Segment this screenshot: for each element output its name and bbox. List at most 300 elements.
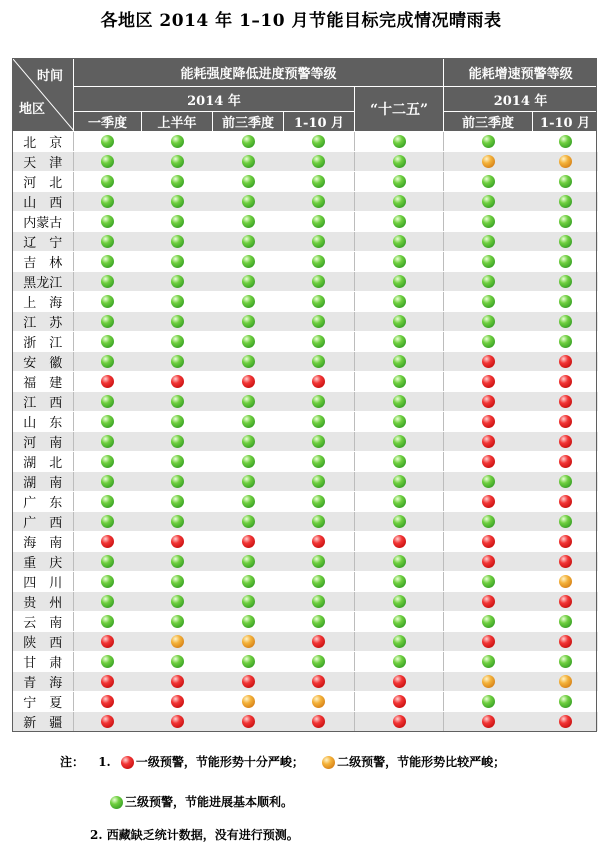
- table-row: [13, 412, 598, 432]
- green-dot-icon: [171, 295, 184, 308]
- status-cell: [142, 372, 213, 392]
- table-row: [13, 392, 598, 412]
- status-cell: [213, 672, 284, 692]
- status-cell: [74, 432, 142, 452]
- red-dot-icon: [559, 715, 572, 728]
- status-cell: [213, 152, 284, 172]
- green-dot-icon: [242, 175, 255, 188]
- status-cell: [355, 412, 444, 432]
- status-cell: [284, 372, 355, 392]
- status-cell: [142, 472, 213, 492]
- status-cell: [142, 312, 213, 332]
- table-body: [13, 132, 598, 732]
- status-cell: [284, 412, 355, 432]
- status-cell: [142, 192, 213, 212]
- status-cell: [74, 372, 142, 392]
- status-cell: [533, 312, 598, 332]
- status-cell: [74, 712, 142, 732]
- green-dot-icon: [393, 275, 406, 288]
- status-cell: [355, 552, 444, 572]
- red-dot-icon: [393, 695, 406, 708]
- green-dot-icon: [393, 355, 406, 368]
- status-cell: [74, 172, 142, 192]
- orange-dot-icon: [242, 695, 255, 708]
- col-header-growth-q3: 前三季度: [444, 112, 533, 132]
- status-cell: [213, 352, 284, 372]
- table-row: [13, 312, 598, 332]
- red-dot-icon: [312, 635, 325, 648]
- green-dot-icon: [559, 295, 572, 308]
- status-cell: [444, 712, 533, 732]
- status-cell: [213, 712, 284, 732]
- status-cell: [213, 332, 284, 352]
- status-cell: [533, 152, 598, 172]
- year-header-intensity: 2014 年: [74, 87, 355, 112]
- green-dot-icon: [242, 135, 255, 148]
- green-dot-icon: [171, 315, 184, 328]
- green-dot-icon: [312, 495, 325, 508]
- green-dot-icon: [393, 655, 406, 668]
- corner-time-label: 时间: [36, 69, 63, 84]
- red-dot-icon: [242, 675, 255, 688]
- region-cell: 福 建: [13, 372, 74, 392]
- green-dot-icon: [312, 235, 325, 248]
- status-cell: [355, 532, 444, 552]
- table-row: [13, 572, 598, 592]
- region-cell: 青 海: [13, 672, 74, 692]
- status-cell: [142, 152, 213, 172]
- status-cell: [284, 132, 355, 152]
- green-dot-icon: [393, 455, 406, 468]
- region-cell: 内蒙古: [13, 212, 74, 232]
- red-dot-icon: [559, 635, 572, 648]
- five-year-header: “十二五”: [355, 87, 444, 132]
- green-dot-icon: [242, 415, 255, 428]
- year-header-growth: 2014 年: [444, 87, 598, 112]
- status-cell: [142, 432, 213, 452]
- table-row: [13, 612, 598, 632]
- green-dot-icon: [393, 335, 406, 348]
- status-cell: [213, 532, 284, 552]
- status-cell: [444, 192, 533, 212]
- status-cell: [533, 652, 598, 672]
- region-cell: 江 西: [13, 392, 74, 412]
- status-cell: [213, 512, 284, 532]
- status-cell: [533, 252, 598, 272]
- status-cell: [74, 332, 142, 352]
- green-dot-icon: [312, 135, 325, 148]
- status-cell: [74, 452, 142, 472]
- table-row: [13, 252, 598, 272]
- green-dot-icon: [393, 515, 406, 528]
- green-dot-icon: [101, 495, 114, 508]
- green-dot-icon: [312, 295, 325, 308]
- col-header-h1: 上半年: [142, 112, 213, 132]
- status-cell: [355, 332, 444, 352]
- green-dot-icon: [242, 155, 255, 168]
- green-dot-icon: [393, 195, 406, 208]
- orange-dot-icon: [559, 675, 572, 688]
- red-dot-icon: [482, 715, 495, 728]
- green-dot-icon: [482, 655, 495, 668]
- status-cell: [284, 532, 355, 552]
- table-row: [13, 652, 598, 672]
- status-cell: [213, 492, 284, 512]
- status-cell: [284, 592, 355, 612]
- status-cell: [74, 232, 142, 252]
- status-cell: [533, 492, 598, 512]
- status-cell: [142, 252, 213, 272]
- table-row: [13, 692, 598, 712]
- status-cell: [533, 572, 598, 592]
- green-dot-icon: [393, 175, 406, 188]
- region-cell: 浙 江: [13, 332, 74, 352]
- status-cell: [142, 692, 213, 712]
- status-cell: [533, 332, 598, 352]
- table-row: [13, 332, 598, 352]
- green-dot-icon: [242, 275, 255, 288]
- green-dot-icon: [559, 315, 572, 328]
- red-dot-icon: [101, 375, 114, 388]
- red-dot-icon: [482, 555, 495, 568]
- status-cell: [533, 672, 598, 692]
- green-dot-icon: [312, 475, 325, 488]
- status-cell: [284, 292, 355, 312]
- green-dot-icon: [482, 315, 495, 328]
- status-cell: [142, 492, 213, 512]
- green-dot-icon: [482, 335, 495, 348]
- green-dot-icon: [242, 455, 255, 468]
- table-row: [13, 492, 598, 512]
- status-cell: [444, 132, 533, 152]
- orange-dot-icon: [559, 155, 572, 168]
- green-dot-icon: [559, 615, 572, 628]
- region-cell: 新 疆: [13, 712, 74, 732]
- red-dot-icon: [312, 715, 325, 728]
- status-cell: [355, 212, 444, 232]
- status-cell: [533, 392, 598, 412]
- status-cell: [74, 492, 142, 512]
- green-dot-icon: [559, 335, 572, 348]
- green-dot-icon: [393, 635, 406, 648]
- region-cell: 山 西: [13, 192, 74, 212]
- status-cell: [355, 492, 444, 512]
- table-row: [13, 192, 598, 212]
- status-cell: [533, 552, 598, 572]
- status-cell: [444, 472, 533, 492]
- red-dot-icon: [482, 635, 495, 648]
- red-dot-icon: [101, 635, 114, 648]
- status-cell: [533, 532, 598, 552]
- status-cell: [444, 672, 533, 692]
- red-dot-icon: [482, 535, 495, 548]
- legend-level1-text: 一级预警，节能形势十分严峻；: [135, 755, 304, 769]
- status-cell: [284, 492, 355, 512]
- status-cell: [444, 312, 533, 332]
- status-cell: [284, 572, 355, 592]
- green-dot-icon: [101, 595, 114, 608]
- status-cell: [213, 592, 284, 612]
- red-dot-icon: [393, 535, 406, 548]
- green-dot-icon: [101, 555, 114, 568]
- red-dot-icon: [171, 715, 184, 728]
- green-dot-icon: [559, 255, 572, 268]
- status-cell: [142, 412, 213, 432]
- status-cell: [284, 632, 355, 652]
- status-cell: [444, 512, 533, 532]
- status-cell: [213, 612, 284, 632]
- table-row: [13, 552, 598, 572]
- status-cell: [284, 512, 355, 532]
- status-cell: [355, 472, 444, 492]
- status-cell: [213, 472, 284, 492]
- green-dot-icon: [393, 595, 406, 608]
- status-cell: [444, 592, 533, 612]
- green-dot-icon: [393, 495, 406, 508]
- legend-item-number: 1.: [98, 755, 111, 769]
- red-dot-icon: [559, 555, 572, 568]
- green-dot-icon: [482, 695, 495, 708]
- red-dot-icon: [559, 415, 572, 428]
- status-cell: [142, 392, 213, 412]
- status-cell: [355, 392, 444, 412]
- green-dot-icon: [393, 375, 406, 388]
- status-cell: [74, 192, 142, 212]
- status-cell: [142, 292, 213, 312]
- status-cell: [74, 312, 142, 332]
- region-cell: 河 南: [13, 432, 74, 452]
- status-cell: [74, 532, 142, 552]
- status-cell: [284, 452, 355, 472]
- table-row: [13, 352, 598, 372]
- status-cell: [444, 432, 533, 452]
- status-cell: [444, 252, 533, 272]
- legend-level2-text: 二级预警，节能形势比较严峻；: [337, 755, 506, 769]
- corner-region-label: 地区: [19, 102, 46, 117]
- status-cell: [355, 312, 444, 332]
- status-cell: [213, 372, 284, 392]
- status-cell: [213, 232, 284, 252]
- status-cell: [284, 332, 355, 352]
- status-cell: [284, 652, 355, 672]
- status-cell: [142, 592, 213, 612]
- status-cell: [355, 432, 444, 452]
- green-dot-icon: [171, 175, 184, 188]
- col-header-jan-oct: 1-10 月: [284, 112, 355, 132]
- green-dot-icon: [101, 455, 114, 468]
- green-dot-icon: [393, 435, 406, 448]
- green-dot-icon: [559, 135, 572, 148]
- region-cell: 安 徽: [13, 352, 74, 372]
- table-row: [13, 292, 598, 312]
- green-dot-icon: [242, 595, 255, 608]
- region-cell: 河 北: [13, 172, 74, 192]
- status-cell: [533, 612, 598, 632]
- red-dot-icon: [242, 535, 255, 548]
- green-dot-icon: [393, 615, 406, 628]
- orange-dot-icon: [482, 675, 495, 688]
- status-cell: [284, 172, 355, 192]
- group-header-growth: 能耗增速预警等级: [444, 59, 598, 87]
- status-cell: [284, 672, 355, 692]
- green-dot-icon: [482, 195, 495, 208]
- warning-table: [12, 58, 598, 732]
- green-dot-icon: [101, 215, 114, 228]
- green-dot-icon: [393, 415, 406, 428]
- status-cell: [213, 692, 284, 712]
- region-cell: 广 东: [13, 492, 74, 512]
- table-row: [13, 712, 598, 732]
- green-dot-icon: [312, 215, 325, 228]
- green-dot-icon: [482, 235, 495, 248]
- status-cell: [533, 412, 598, 432]
- status-cell: [74, 472, 142, 492]
- red-dot-icon: [393, 715, 406, 728]
- status-cell: [444, 152, 533, 172]
- legend-note-label: 注：: [60, 755, 85, 769]
- green-dot-icon: [242, 615, 255, 628]
- green-dot-icon: [101, 175, 114, 188]
- region-cell: 上 海: [13, 292, 74, 312]
- status-cell: [213, 132, 284, 152]
- status-cell: [142, 352, 213, 372]
- red-dot-icon: [482, 395, 495, 408]
- green-dot-icon: [171, 135, 184, 148]
- status-cell: [213, 312, 284, 332]
- green-dot-icon: [242, 235, 255, 248]
- status-cell: [213, 192, 284, 212]
- red-dot-icon: [101, 695, 114, 708]
- status-cell: [355, 652, 444, 672]
- status-cell: [213, 172, 284, 192]
- green-dot-icon: [393, 215, 406, 228]
- green-dot-icon: [393, 575, 406, 588]
- red-dot-icon: [559, 495, 572, 508]
- green-dot-icon: [101, 135, 114, 148]
- green-dot-icon: [312, 575, 325, 588]
- green-dot-icon: [559, 695, 572, 708]
- status-cell: [74, 512, 142, 532]
- status-cell: [213, 632, 284, 652]
- green-dot-icon: [312, 355, 325, 368]
- table-row: [13, 452, 598, 472]
- green-dot-icon: [393, 555, 406, 568]
- table-row: [13, 512, 598, 532]
- green-dot-icon: [171, 335, 184, 348]
- red-dot-icon: [171, 535, 184, 548]
- green-dot-icon: [171, 595, 184, 608]
- legend-line-2: [110, 793, 293, 810]
- region-cell: 黑龙江: [13, 272, 74, 292]
- green-dot-icon: [482, 135, 495, 148]
- red-dot-icon: [482, 495, 495, 508]
- green-dot-icon: [312, 615, 325, 628]
- status-cell: [444, 412, 533, 432]
- green-dot-icon: [559, 275, 572, 288]
- status-cell: [355, 692, 444, 712]
- status-cell: [142, 212, 213, 232]
- green-dot-icon: [312, 415, 325, 428]
- table-row: [13, 272, 598, 292]
- green-dot-icon: [482, 295, 495, 308]
- red-dot-icon: [312, 675, 325, 688]
- col-header-q1: 一季度: [74, 112, 142, 132]
- status-cell: [355, 572, 444, 592]
- green-dot-icon: [482, 575, 495, 588]
- green-dot-icon: [171, 455, 184, 468]
- green-dot-icon: [559, 215, 572, 228]
- region-cell: 重 庆: [13, 552, 74, 572]
- green-dot-icon: [312, 275, 325, 288]
- status-cell: [355, 292, 444, 312]
- green-dot-icon: [101, 355, 114, 368]
- status-cell: [355, 372, 444, 392]
- status-cell: [355, 672, 444, 692]
- green-dot-icon: [242, 515, 255, 528]
- status-cell: [142, 652, 213, 672]
- legend-line-1: [60, 753, 505, 770]
- status-cell: [284, 692, 355, 712]
- status-cell: [142, 532, 213, 552]
- green-dot-icon: [171, 255, 184, 268]
- status-cell: [284, 392, 355, 412]
- green-dot-icon: [482, 615, 495, 628]
- legend-level3-text: 三级预警，节能进展基本顺利。: [125, 795, 294, 809]
- green-dot-icon: [393, 315, 406, 328]
- region-cell: 辽 宁: [13, 232, 74, 252]
- green-dot-icon: [312, 155, 325, 168]
- green-dot-icon: [393, 135, 406, 148]
- status-cell: [74, 572, 142, 592]
- status-cell: [533, 232, 598, 252]
- status-cell: [74, 392, 142, 412]
- green-dot-icon: [171, 275, 184, 288]
- green-dot-icon: [242, 435, 255, 448]
- red-dot-icon: [312, 535, 325, 548]
- status-cell: [533, 452, 598, 472]
- red-dot-icon: [101, 675, 114, 688]
- green-dot-icon: [559, 655, 572, 668]
- status-cell: [142, 452, 213, 472]
- region-cell: 吉 林: [13, 252, 74, 272]
- orange-warning-icon: [322, 756, 335, 769]
- green-dot-icon: [242, 555, 255, 568]
- status-cell: [533, 132, 598, 152]
- green-dot-icon: [101, 295, 114, 308]
- green-dot-icon: [101, 435, 114, 448]
- region-cell: 云 南: [13, 612, 74, 632]
- green-dot-icon: [312, 515, 325, 528]
- green-dot-icon: [393, 235, 406, 248]
- orange-dot-icon: [242, 635, 255, 648]
- status-cell: [74, 652, 142, 672]
- green-dot-icon: [171, 555, 184, 568]
- green-dot-icon: [242, 195, 255, 208]
- status-cell: [444, 612, 533, 632]
- green-dot-icon: [482, 475, 495, 488]
- green-dot-icon: [171, 215, 184, 228]
- table-row: [13, 132, 598, 152]
- green-dot-icon: [312, 195, 325, 208]
- status-cell: [142, 332, 213, 352]
- green-dot-icon: [312, 435, 325, 448]
- red-dot-icon: [559, 395, 572, 408]
- green-dot-icon: [171, 155, 184, 168]
- status-cell: [284, 272, 355, 292]
- green-dot-icon: [242, 475, 255, 488]
- status-cell: [284, 232, 355, 252]
- status-cell: [142, 632, 213, 652]
